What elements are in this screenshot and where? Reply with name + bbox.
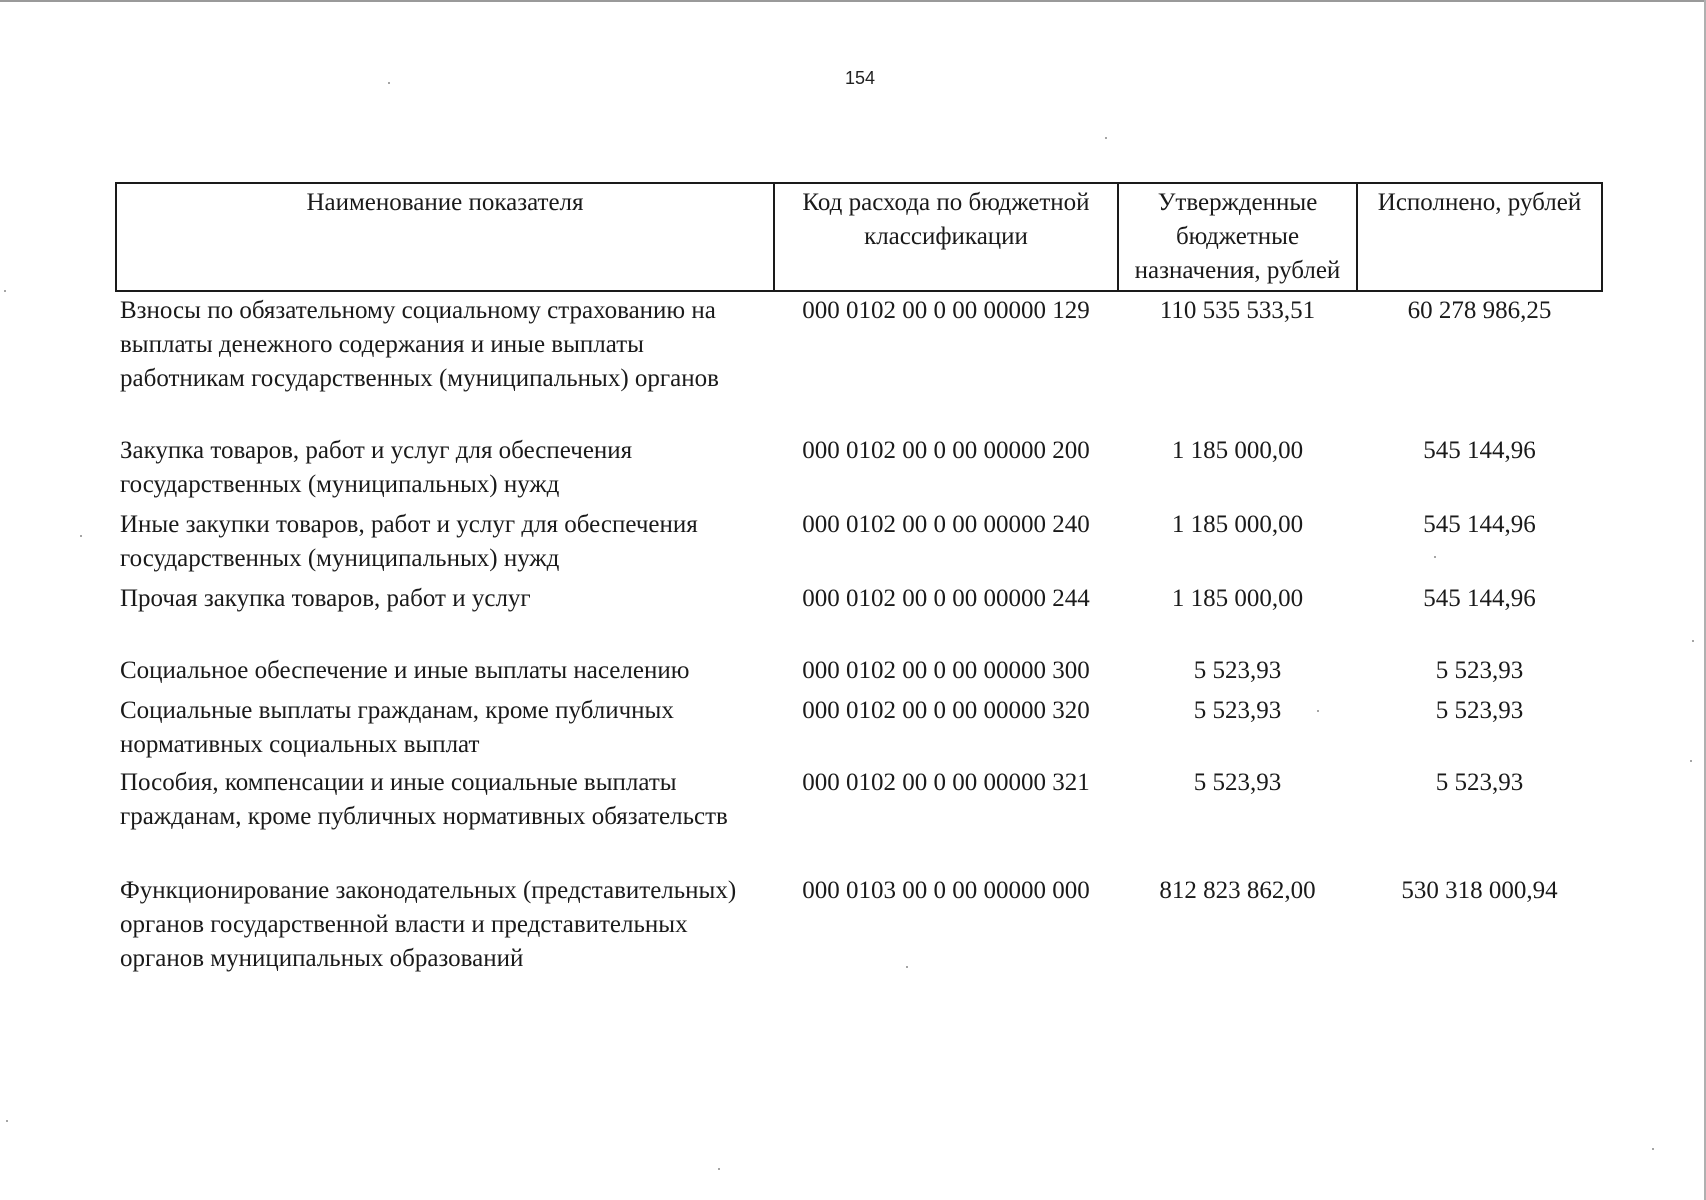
table-row bbox=[116, 580, 1602, 652]
scan-speck bbox=[4, 290, 6, 292]
expense-code: 000 0102 00 0 00 00000 300 bbox=[802, 657, 1090, 684]
executed-amount: 60 278 986,25 bbox=[1407, 297, 1552, 324]
table-header bbox=[116, 183, 1602, 291]
indicator-name: Функционирование законодательных (представительных) органов государственной власти и представительных органов муниципальных образований bbox=[120, 877, 737, 972]
scan-top-edge bbox=[0, 0, 1706, 2]
scan-speck bbox=[6, 1120, 8, 1122]
table-row bbox=[116, 692, 1602, 764]
approved-amount: 5 523,93 bbox=[1193, 657, 1282, 684]
indicator-name: Прочая закупка товаров, работ и услуг bbox=[120, 585, 531, 612]
approved-amount: 5 523,93 bbox=[1193, 697, 1282, 724]
table-row bbox=[116, 872, 1602, 1012]
scan-speck bbox=[1317, 710, 1319, 712]
scan-speck bbox=[718, 1168, 720, 1170]
scan-speck bbox=[388, 82, 390, 84]
table-row bbox=[116, 432, 1602, 506]
table-row bbox=[116, 652, 1602, 692]
header-executed-amount: Исполнено, рублей bbox=[1357, 183, 1602, 291]
scan-speck bbox=[1434, 556, 1436, 558]
scan-speck bbox=[906, 966, 908, 968]
indicator-name: Закупка товаров, работ и услуг для обеспечения государственных (муниципальных) нужд bbox=[120, 437, 633, 498]
table-body bbox=[116, 291, 1602, 1012]
approved-amount: 1 185 000,00 bbox=[1171, 437, 1304, 464]
scan-speck bbox=[80, 535, 82, 537]
approved-amount: 110 535 533,51 bbox=[1159, 297, 1316, 324]
executed-amount: 545 144,96 bbox=[1423, 511, 1536, 538]
table-row bbox=[116, 291, 1602, 432]
expense-code: 000 0102 00 0 00 00000 129 bbox=[802, 297, 1090, 324]
header-indicator-name: Наименование показателя bbox=[116, 183, 774, 291]
expense-code: 000 0102 00 0 00 00000 321 bbox=[802, 769, 1090, 796]
indicator-name: Социальные выплаты гражданам, кроме публичных нормативных социальных выплат bbox=[120, 697, 674, 758]
executed-amount: 5 523,93 bbox=[1435, 769, 1524, 796]
expense-code: 000 0102 00 0 00 00000 240 bbox=[802, 511, 1090, 538]
scan-speck bbox=[1690, 760, 1692, 762]
approved-amount: 1 185 000,00 bbox=[1171, 511, 1304, 538]
indicator-name: Иные закупки товаров, работ и услуг для обеспечения государственных (муниципальных) нужд bbox=[120, 511, 698, 572]
table-row bbox=[116, 506, 1602, 580]
header-approved-amount: Утвержденные бюджетные назначения, рублей bbox=[1118, 183, 1357, 291]
expense-code: 000 0102 00 0 00 00000 244 bbox=[802, 585, 1090, 612]
executed-amount: 545 144,96 bbox=[1423, 585, 1536, 612]
header-row bbox=[116, 183, 1602, 291]
page-number: 154 bbox=[844, 68, 876, 88]
indicator-name: Социальное обеспечение и иные выплаты населению bbox=[120, 657, 690, 684]
budget-table bbox=[115, 182, 1603, 1012]
executed-amount: 5 523,93 bbox=[1435, 657, 1524, 684]
executed-amount: 5 523,93 bbox=[1435, 697, 1524, 724]
approved-amount: 812 823 862,00 bbox=[1159, 877, 1316, 904]
expense-code: 000 0103 00 0 00 00000 000 bbox=[802, 877, 1090, 904]
expense-code: 000 0102 00 0 00 00000 200 bbox=[802, 437, 1090, 464]
scan-speck bbox=[1105, 137, 1107, 139]
expense-code: 000 0102 00 0 00 00000 320 bbox=[802, 697, 1090, 724]
scan-speck bbox=[1652, 1148, 1654, 1150]
indicator-name: Взносы по обязательному социальному страхованию на выплаты денежного содержания и иные выплаты работникам государственных (муниципальных) органов bbox=[120, 297, 719, 392]
scan-speck bbox=[1692, 640, 1694, 642]
table-row bbox=[116, 764, 1602, 872]
indicator-name: Пособия, компенсации и иные социальные выплаты гражданам, кроме публичных нормативных обязательств bbox=[120, 769, 728, 830]
approved-amount: 5 523,93 bbox=[1193, 769, 1282, 796]
header-expense-code: Код расхода по бюджетной классификации bbox=[774, 183, 1118, 291]
approved-amount: 1 185 000,00 bbox=[1171, 585, 1304, 612]
executed-amount: 530 318 000,94 bbox=[1401, 877, 1558, 904]
executed-amount: 545 144,96 bbox=[1423, 437, 1536, 464]
